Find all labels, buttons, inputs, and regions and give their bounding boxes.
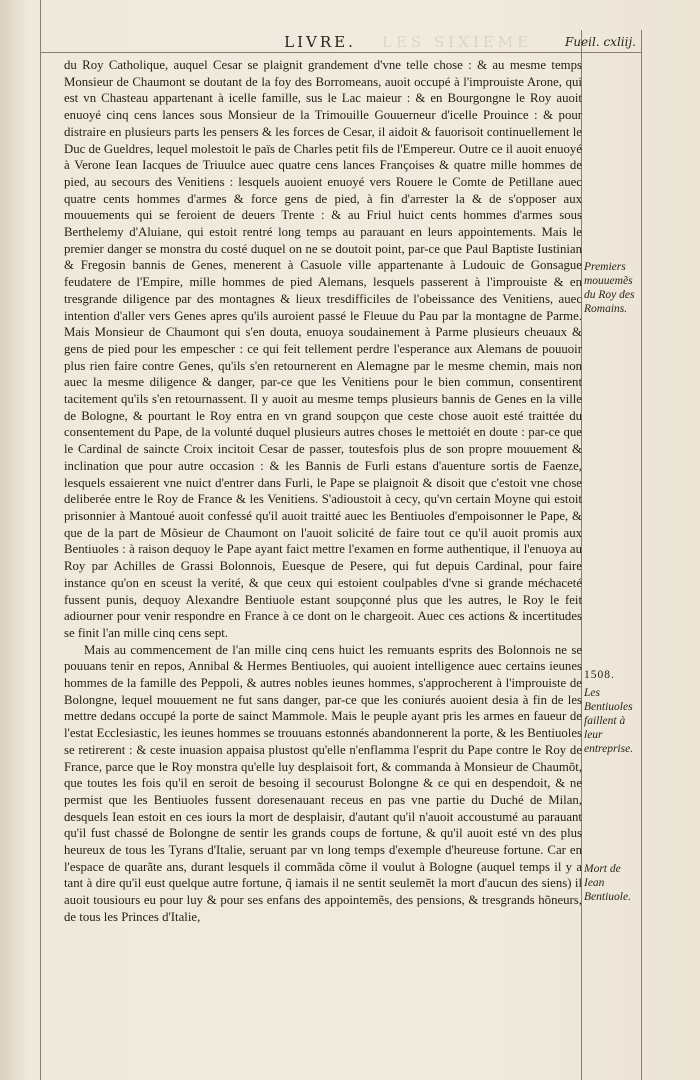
left-rule — [40, 0, 41, 1080]
show-through-text: LES SIXIEME — [382, 33, 533, 51]
outer-margin-rule — [641, 30, 642, 1080]
marginal-note-year: 1508. — [584, 669, 615, 681]
folio-number: Fueil. cxliij. — [565, 35, 636, 49]
paragraph-2: Mais au commencement de l'an mille cinq cens huict les remuants esprits des Bolonnois ne se pouuans tenir en repos, Annibal & Hermes Bentiuoles, qui auoient intelligence auec certains ieunes hommes de la famille des Peppoli, & autres nobles ieunes hommes, s'approcherent à l'improuiste de Bolongne, lequel mouuement ne fut sans danger, par-ce que les coniurés auoient desia à fin de les mettre dedans occupé la porte de sainct Mammole. Mais le peuple ayant pris les armes en faueur de l'estat Ecclesiastic, les ieunes hommes se trouuans estonnés abandonnerent la porte, & les Bentiuoles se retirerent : & ceste inuasion appaisa plustost qu'elle n'enflamma l'esprit du Pape contre le Roy de France, parce que le Roy monstra qu'elle luy desplaisoit fort, & commanda à Monsieur de Chaumõt, que toutes les fois qu'il en seroit de besoing il secourust Bolongne & ce qui en despendoit, & ne permist que les Bentiuoles fussent doresenauant receus en pas vne partie du Duché de Milan, desquels Iean estoit en ces iours la mort de desplaisir, d'autant qu'il n'auoit accoustumé au parauant qu'il fust chassé de Bolongne de sentir les grands coups de fortune, & qu'il auoit esté vn des plus heureux de tous les Tyrans d'Italie, seruant par vn long temps d'exemple d'heureuse fortune. Car en l'espace de quarãte ans, durant lesquels il commãda cõme il voulut à Bologne (auquel temps il y a tant à dire qu'il eust quelque autre fortune, q̃ iamais il ne sentit seulemẽt la mort d'aucun des siens) il auoit tousiours eu pour luy & pour ses enfans des appointemẽs, des pensions, & tresgrands hõneurs, de tous les Princes d'Italie, — [64, 642, 582, 924]
paragraph-1: du Roy Catholique, auquel Cesar se plaignit grandement d'vne telle chose : & au mesme temps Monsieur de Chaumont se doutant de la foy des Borromeans, auoit occupé à l'improuiste Arone, qui est vn Chasteau appartenant à icelle famille, sus le Lac maieur : & en Bourgongne le Roy auoit enuoyé cinq cens lances sous Monsieur de la Trimouille Gouuerneur d'icelle Prouince : & pour distraire en plusieurs parts les pensers & les forces de Cesar, il aidoit & fauorisoit continuellement le Duc de Gueldres, lequel molestoit le païs de Charles petit fils de l'Empereur. Outre ce il auoit enuoyé à Verone Iean Iacques de Triuulce auec quatre cens lances Françoises & quatre mille hommes de pied, au secours des Venitiens : lesquels auoient enuoyé vers Rouere le Comte de Petillane auec quatre cents hommes d'armes & force gens de pied, à fin d'arrester la & de s'opposer aux mouuements qui se feroient de deuers Trente : & au Friul huict cents hommes d'armes sous Berthelemy d'Aluiane, qui estoit rentré long temps au parauant en leurs appointements. Mais le premier danger se monstra du costé duquel on ne se doutoit point, par-ce que Paul Baptiste Iustinian & Fregosin bannis de Genes, menerent à Casuole ville appartenante à Ludouic de Gonsague feudatere de l'Empire, mille hommes de pied Alemans, lesquels passerent à l'improuiste & en tresgrande diligence par des montagnes & lieux tresdifficiles de l'obeissance des Venitiens, auec intention d'aller vers Genes apres qu'ils auroient passé le Fleuue du Pau par la montagne de Parme. Mais Monsieur de Chaumont qui s'en douta, enuoya soudainement à Parme plusieurs cheuaux & gens de pied pour les empescher : ce qui feit tellement perdre l'esperance aux Alemans de pouuoir plus rien faire contre Genes, qu'ils s'en retournerent en Alemagne par le mesme chemin, mais non auec la mesme diligence & danger, par-ce que les Venitiens pour le bien commun, consentirent tacitement qu'ils s'en retournassent. Il y auoit au mesme temps plusieurs bannis de Genes en la ville de Bologne, & pourtant le Roy entra en vn grand soupçon que ceste chose auoit esté traittée du consentement du Pape, de la volunté duquel plusieurs autres choses le mettoiét en doute : par-ce que le Cardinal de saincte Croix incitoit Cesar de passer, toutesfois plus de son propre mouuement & inclination que pour autre occasion : & les Bannis de Furli estans d'auenture sortis de Faenze, lesquels essaierent vne nuict d'entrer dans Furli, le Pape se plaignoit & disoit que c'estoit vne chose deliberée entre le Roy de France & les Venitiens. S'adioustoit à cecy, qu'vn certain Moyne qui estoit prisonnier à Mantoué auoit confessé qu'il auoit traitté auec les Bentiuoles d'empoisonner le Pape, & que de la part de Mõsieur de Chaumont on l'auoit solicité de faire tout ce qu'il auoit promis aux Bentiuoles : à raison dequoy le Pape ayant faict mettre l'examen en forme authentique, il l'enuoya au Roy par Achilles de Grassi Bolonnois, Euesque de Pesere, qui fut depuis Cardinal, pour faire instance qu'on en sceust la verité, & que ceux qui estoient coulpables d'vne si grande méchaceté fussent punis, dequoy Alexandre Bentiuole estant soupçonné plus que les autres, le Roy le feit adiourner pour venir respondre en France à ce dont on le chargeoit. Auec ces actions & incertitudes se finit l'an mille cinq cens sept. — [64, 58, 582, 640]
running-title: LIVRE. — [284, 33, 356, 51]
marginal-note-mort: Mort de Iean Bentiuole. — [584, 863, 631, 903]
marginal-note-bentiuoles: Les Bentiuoles faillent à leur entreprise. — [584, 687, 634, 755]
header-rule — [40, 52, 642, 53]
marginal-note-premiers: Premiers mouuemẽs du Roy des Romains. — [584, 261, 635, 315]
main-text-block — [64, 57, 582, 926]
